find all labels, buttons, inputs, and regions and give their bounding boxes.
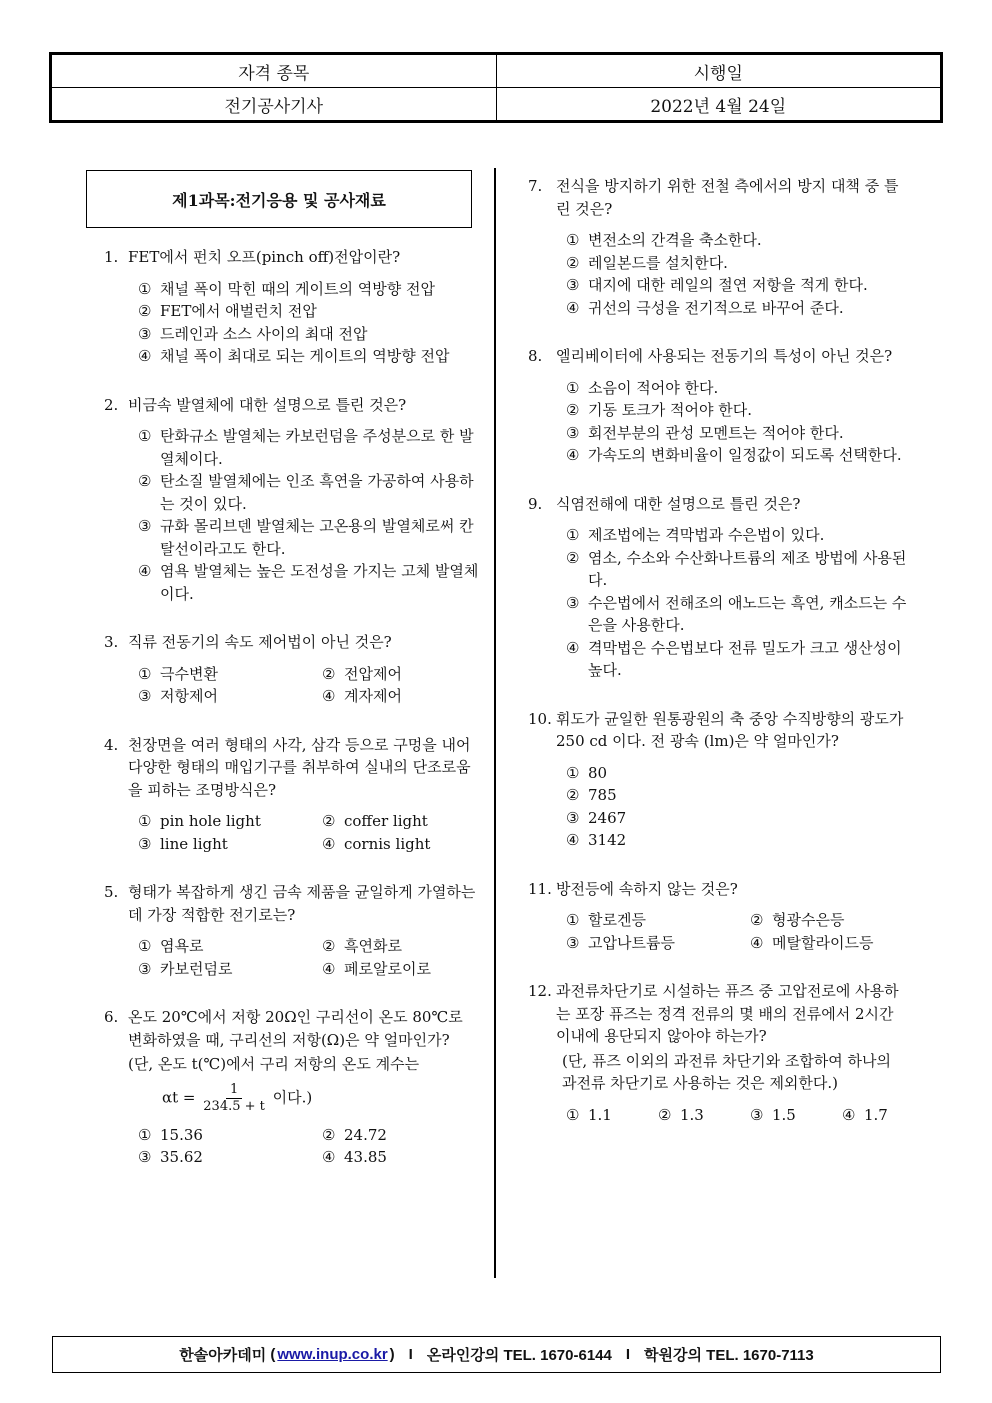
option-text: 극수변환 [160,664,218,683]
option-text: 탄화규소 발열체는 카보런덤을 주성분으로 한 발열체이다. [160,427,474,468]
question-4 [104,734,479,856]
option-marker: ② [322,1125,336,1144]
option-marker: ④ [750,933,764,952]
question-3 [104,631,479,708]
option-marker: ③ [138,517,152,535]
header-date-value: 2022년 4월 24일 [496,88,941,121]
option-marker: ① [566,231,580,249]
column-divider [494,168,496,1278]
question-text: 휘도가 균일한 원통광원의 축 중앙 수직방향의 광도가 250 cd 이다. 전 광속 (lm)은 약 얼마인가? [556,709,904,750]
option-text: 수은법에서 전해조의 애노드는 흑연, 캐소드는 수은을 사용한다. [588,593,907,634]
option-1 [138,1124,322,1147]
option-marker: ④ [566,298,580,317]
option-3 [750,1104,842,1127]
question-number: 7. [528,177,543,195]
option-text: 드레인과 소스 사이의 최대 전압 [160,324,368,343]
option-1 [138,935,322,958]
question-note: (단, 온도 t(℃)에서 구리 저항의 온도 계수는 [128,1055,420,1073]
option-text: FET에서 애벌런치 전압 [160,302,317,320]
subject-title: 제1과목:전기응용 및 공사재료 [86,170,472,228]
option-2 [322,810,506,833]
exam-info-table [49,52,943,123]
option-2 [566,252,908,275]
option-text: 염소, 수소와 수산화나트륨의 제조 방법에 사용된다. [588,548,907,589]
option-2 [322,935,506,958]
option-text: 저항제어 [160,687,218,705]
question-number: 12. [528,982,552,1000]
option-1 [566,524,908,547]
option-marker: ② [566,253,580,272]
option-4 [322,958,506,981]
option-text: 규화 몰리브덴 발열체는 고온용의 발열체로써 칸탈선이라고도 한다. [160,517,474,558]
option-text: 35.62 [160,1148,203,1166]
option-marker: ③ [138,324,152,343]
formula-tail: 이다.) [272,1088,313,1106]
footer-close-paren: ) [389,1346,395,1363]
option-text: 15.36 [160,1125,203,1144]
option-text: cornis light [344,834,431,853]
option-3 [138,515,479,560]
option-text: 2467 [588,808,627,827]
option-4 [566,637,908,682]
option-marker: ② [322,812,336,830]
question-number: 5. [104,883,119,901]
footer-separator: I [408,1346,413,1363]
footer-online-phone: 온라인강의 TEL. 1670-6144 [426,1347,612,1364]
option-marker: ④ [322,959,336,978]
question-text: 방전등에 속하지 않는 것은? [556,879,738,898]
formula-numerator: 1 [226,1082,242,1099]
option-4 [138,560,479,605]
option-text: 채널 폭이 최대로 되는 게이트의 역방향 전압 [160,347,450,365]
option-marker: ① [566,526,580,544]
option-text: 1.5 [772,1105,796,1124]
option-text: 소음이 적어야 한다. [588,378,719,397]
option-text: 기동 토크가 적어야 한다. [588,401,752,419]
option-marker: ② [138,472,152,490]
option-text: 1.1 [588,1105,612,1124]
option-3 [138,958,322,981]
option-text: 43.85 [344,1148,387,1166]
option-marker: ③ [750,1105,764,1124]
option-text: coffer light [344,812,428,830]
option-1 [566,229,908,252]
option-marker: ④ [566,446,580,464]
option-marker: ① [138,812,152,830]
footer-url-link[interactable]: www.inup.co.kr [277,1346,388,1363]
option-marker: ① [566,763,580,782]
option-marker: ③ [138,1148,152,1166]
option-text: 페로알로이로 [344,959,431,978]
question-8 [528,345,908,467]
footer-separator: I [625,1346,631,1363]
option-marker: ① [138,279,152,298]
option-list [566,524,908,682]
option-marker: ④ [138,562,152,580]
option-1 [138,663,322,686]
formula-denominator: 234.5 + t [203,1098,265,1114]
option-text: 전압제어 [344,664,402,683]
option-2 [138,300,479,323]
option-text: 탄소질 발열체에는 인조 흑연을 가공하여 사용하는 것이 있다. [160,472,474,513]
option-text: 고압나트륨등 [588,933,675,952]
question-number: 1. [104,248,119,266]
option-marker: ③ [566,423,580,442]
option-text: 격막법은 수은법보다 전류 밀도가 크고 생산성이 높다. [588,638,902,679]
option-marker: ④ [566,638,580,657]
option-marker: ④ [322,834,336,853]
question-number: 11. [528,879,552,898]
option-marker: ① [138,427,152,445]
option-text: 염욕 발열체는 높은 도전성을 가지는 고체 발열체이다. [160,562,479,603]
option-marker: ② [322,937,336,955]
header-subject-label: 자격 종목 [52,55,497,88]
question-12 [528,980,908,1126]
option-marker: ④ [842,1105,856,1124]
question-text: 전식을 방지하기 위한 전철 측에서의 방지 대책 중 틀린 것은? [556,177,899,218]
option-list [138,935,479,980]
option-3 [138,833,322,856]
option-2 [566,547,908,592]
question-text: 형태가 복잡하게 생긴 금속 제품을 균일하게 가열하는데 가장 적합한 전기로는? [128,883,476,924]
option-marker: ④ [138,347,152,365]
option-1 [138,425,479,470]
option-4 [750,932,934,955]
option-text: 할로겐등 [588,911,646,929]
question-text: 식염전해에 대한 설명으로 틀린 것은? [556,494,801,513]
option-text: 제조법에는 격막법과 수은법이 있다. [588,526,825,544]
question-5 [104,881,479,980]
option-text: 레일본드를 설치한다. [588,253,728,272]
option-marker: ② [322,664,336,683]
footer-academy: 한솔아카데미 [179,1347,267,1364]
option-2 [566,399,908,422]
option-list [138,278,479,368]
question-number: 2. [104,395,119,414]
option-3 [138,685,322,708]
question-9 [528,493,908,682]
question-number: 6. [104,1008,119,1026]
option-4 [322,833,506,856]
option-marker: ③ [566,808,580,827]
option-4 [322,685,506,708]
option-marker: ② [750,911,764,929]
option-text: 가속도의 변화비율이 일정값이 되도록 선택한다. [588,446,902,464]
option-marker: ① [566,1105,580,1124]
option-text: 변전소의 간격을 축소한다. [588,231,762,249]
option-marker: ③ [566,276,580,294]
option-marker: ② [566,548,580,567]
option-text: 1.3 [680,1105,704,1124]
question-2 [104,394,479,606]
option-text: 785 [588,786,617,804]
question-note: (단, 퓨즈 이외의 과전류 차단기와 조합하여 하나의 과전류 차단기로 사용하는 것은 제외한다.) [562,1051,892,1092]
option-1 [138,810,322,833]
option-marker: ① [566,378,580,397]
option-marker: ③ [138,687,152,705]
question-number: 4. [104,735,119,754]
option-list [566,377,908,467]
option-text: 24.72 [344,1125,387,1144]
question-text: 비금속 발열체에 대한 설명으로 틀린 것은? [128,395,407,414]
question-text: 엘리베이터에 사용되는 전동기의 특성이 아닌 것은? [556,347,893,365]
option-list [566,229,908,319]
option-2 [322,663,506,686]
option-text: 회전부분의 관성 모멘트는 적어야 한다. [588,423,844,442]
question-6 [104,1006,479,1169]
option-text: 염욕로 [160,937,204,955]
option-2 [750,909,934,932]
option-2 [322,1124,506,1147]
option-2 [566,784,908,807]
option-1 [566,909,750,932]
option-list [138,425,479,605]
option-text: pin hole light [160,812,261,830]
formula-lhs: αt = [162,1088,196,1106]
option-4 [566,444,908,467]
option-marker: ③ [138,834,152,853]
option-2 [658,1104,750,1127]
option-1 [566,377,908,400]
option-marker: ① [138,937,152,955]
question-text: 온도 20℃에서 저항 20Ω인 구리선이 온도 80℃로 변화하였을 때, 구리선의 저항(Ω)은 약 얼마인가? [128,1008,463,1049]
header-subject-value: 전기공사기사 [52,88,497,121]
option-4 [138,345,479,368]
question-number: 9. [528,494,543,513]
question-11 [528,878,908,955]
question-text: 직류 전동기의 속도 제어법이 아닌 것은? [128,633,392,651]
option-text: line light [160,834,228,853]
question-10 [528,708,908,852]
option-4 [322,1146,506,1169]
header-date-label: 시행일 [496,55,941,88]
option-marker: ④ [322,687,336,705]
option-3 [566,422,908,445]
question-text: FET에서 펀치 오프(pinch off)전압이란? [128,248,401,266]
option-marker: ③ [566,933,580,952]
option-list [138,1124,479,1169]
option-list [138,663,479,708]
option-marker: ② [138,302,152,320]
option-text: 계자제어 [344,687,402,705]
option-text: 카보런덤로 [160,959,233,978]
option-text: 형광수은등 [772,911,845,929]
option-marker: ① [566,911,580,929]
option-3 [566,932,750,955]
option-text: 대지에 대한 레일의 절연 저항을 적게 한다. [588,276,868,294]
option-3 [138,1146,322,1169]
option-marker: ③ [566,593,580,612]
option-marker: ④ [566,831,580,849]
option-list [566,909,908,954]
option-list [566,762,908,852]
formula-fraction [203,1082,265,1115]
option-1 [566,1104,658,1127]
option-3 [566,807,908,830]
option-3 [138,323,479,346]
footer-bar [52,1336,941,1373]
option-list [566,1104,908,1127]
option-1 [566,762,908,785]
option-2 [138,470,479,515]
question-text: 천장면을 여러 형태의 사각, 삼각 등으로 구멍을 내어 다양한 형태의 매입기구를 취부하여 실내의 단조로움을 피하는 조명방식은? [128,735,471,799]
question-number: 10. [528,709,552,728]
option-3 [566,592,908,637]
formula [162,1082,479,1115]
option-marker: ① [138,1125,152,1144]
question-number: 8. [528,347,543,365]
footer-open-paren: ( [270,1346,276,1363]
option-4 [566,297,908,320]
option-text: 흑연화로 [344,937,402,955]
question-7 [528,175,908,319]
option-4 [566,829,908,852]
question-1 [104,246,479,368]
option-4 [842,1104,934,1127]
right-column [528,175,908,1126]
option-3 [566,274,908,297]
footer-offline-phone: 학원강의 TEL. 1670-7113 [644,1347,814,1364]
option-marker: ④ [322,1148,336,1166]
option-marker: ③ [138,959,152,978]
option-text: 메탈할라이드등 [772,933,874,952]
question-text: 과전류차단기로 시설하는 퓨즈 중 고압전로에 사용하는 포장 퓨즈는 정격 전류의 몇 배의 전류에서 2시간 이내에 용단되지 않아야 하는가? [556,982,899,1045]
left-column [104,246,479,1169]
option-text: 귀선의 극성을 전기적으로 바꾸어 준다. [588,298,844,317]
option-text: 80 [588,763,608,782]
option-text: 채널 폭이 막힌 때의 게이트의 역방향 전압 [160,279,435,298]
option-text: 1.7 [864,1105,888,1124]
option-text: 3142 [588,831,627,849]
question-number: 3. [104,633,119,651]
option-marker: ① [138,664,152,683]
option-1 [138,278,479,301]
option-marker: ② [566,401,580,419]
option-marker: ② [566,786,580,804]
option-list [138,810,479,855]
option-marker: ② [658,1105,672,1124]
